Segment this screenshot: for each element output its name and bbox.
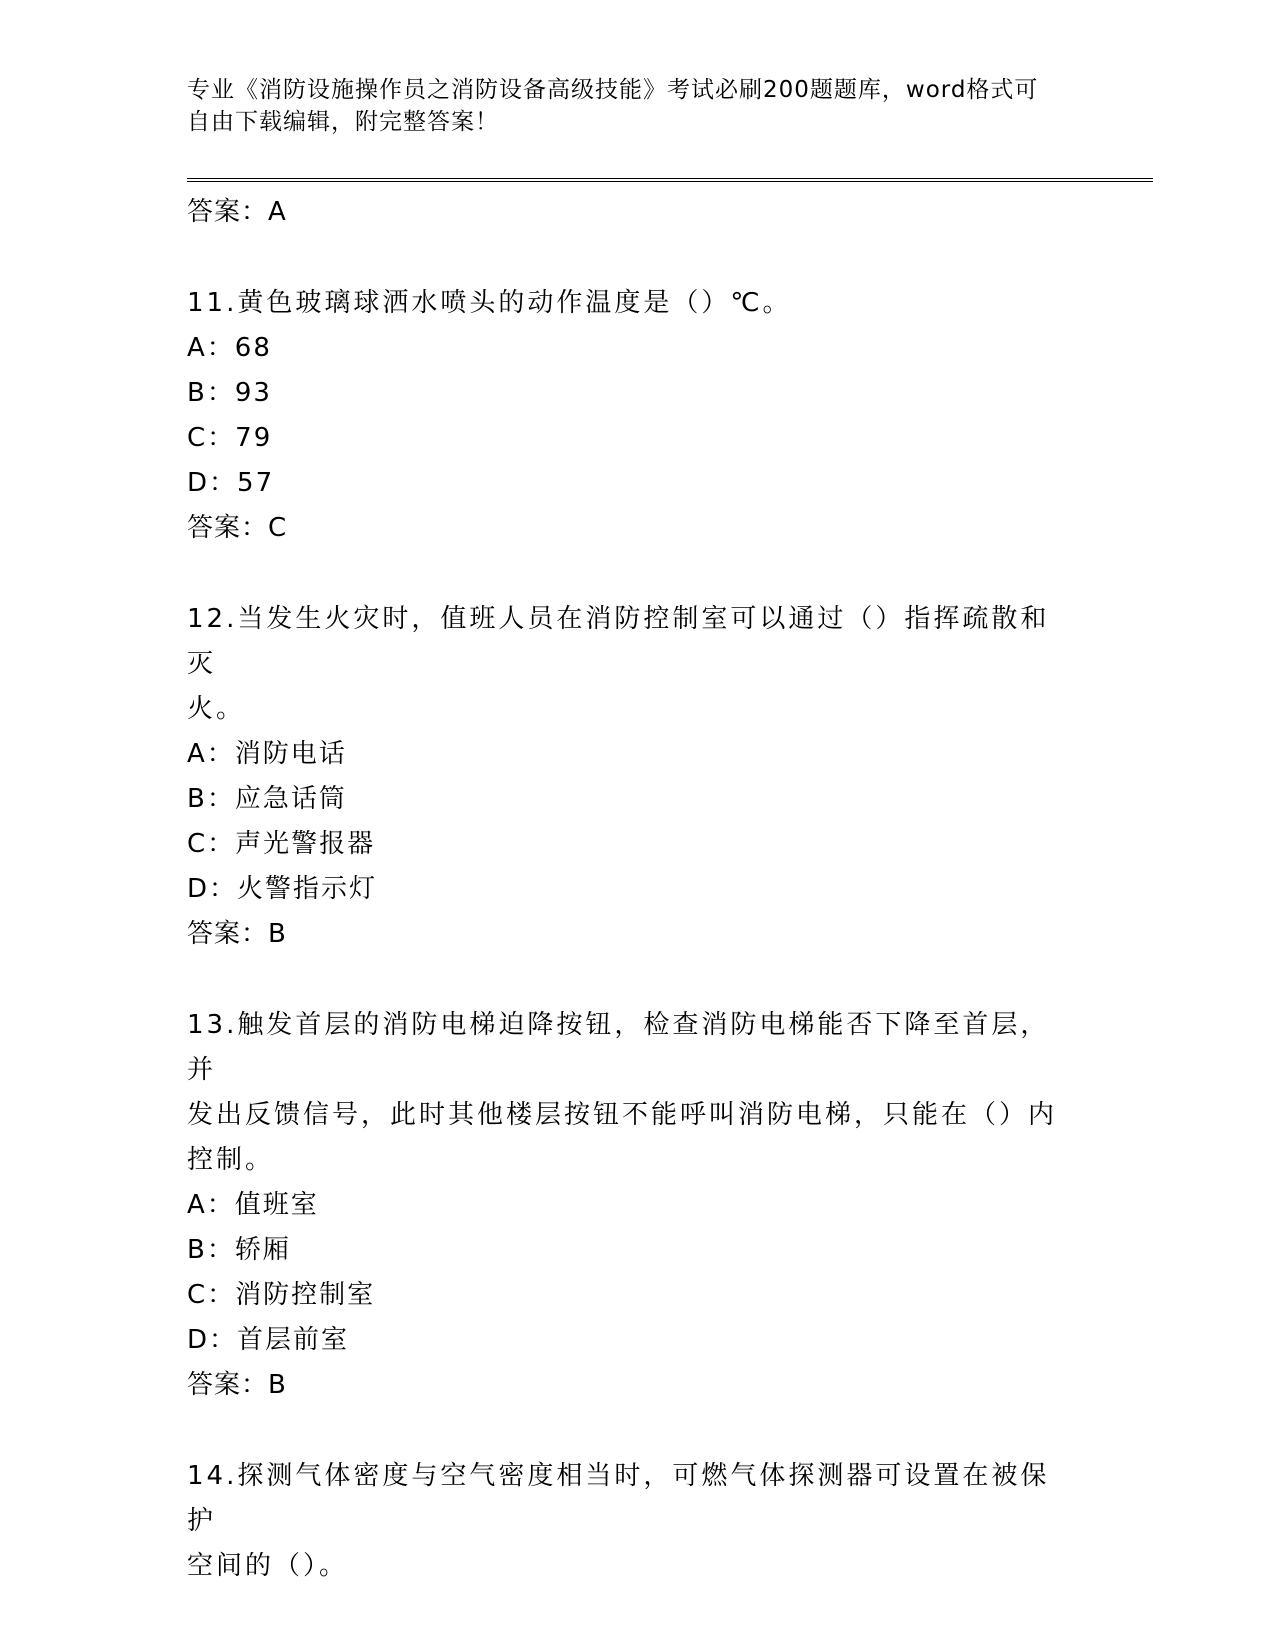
question-stem: 13.触发首层的消防电梯迫降按钮，检查消防电梯能否下降至首层，并 发出反馈信号，此时其他楼层按钮不能呼叫消防电梯，只能在（）内 控制。 — [187, 1010, 1058, 1175]
answer-prev: 答案：A — [187, 197, 287, 227]
answer: 答案：B — [187, 919, 287, 949]
option-c: C：声光警报器 — [187, 829, 376, 859]
option-c: C：79 — [187, 423, 273, 453]
question-12 — [187, 597, 1067, 957]
document-header: 专业《消防设施操作员之消防设备高级技能》考试必刷200题题库，word格式可 自由下载编辑，附完整答案！ — [187, 77, 1039, 135]
question-stem: 11.黄色玻璃球洒水喷头的动作温度是（）℃。 — [187, 288, 792, 318]
option-d: D：57 — [187, 468, 275, 498]
option-a: A：值班室 — [187, 1190, 319, 1220]
option-b: B：应急话筒 — [187, 784, 347, 814]
answer: 答案：B — [187, 1370, 287, 1400]
spacer — [187, 551, 1067, 597]
option-b: B：轿厢 — [187, 1235, 291, 1265]
option-c: C：消防控制室 — [187, 1280, 376, 1310]
option-d: D：首层前室 — [187, 1325, 350, 1355]
document-body — [187, 190, 1067, 1589]
header-divider — [187, 178, 1153, 182]
option-a: A：68 — [187, 333, 272, 363]
question-13 — [187, 1003, 1067, 1408]
spacer — [187, 235, 1067, 281]
option-a: A：消防电话 — [187, 739, 347, 769]
question-stem: 12.当发生火灾时，值班人员在消防控制室可以通过（）指挥疏散和灭 火。 — [187, 604, 1050, 724]
question-14 — [187, 1454, 1067, 1589]
option-b: B：93 — [187, 378, 272, 408]
answer: 答案：C — [187, 513, 288, 543]
spacer — [187, 957, 1067, 1003]
option-d: D：火警指示灯 — [187, 874, 378, 904]
question-11 — [187, 281, 1067, 551]
question-stem: 14.探测气体密度与空气密度相当时，可燃气体探测器可设置在被保护 空间的（）。 — [187, 1461, 1050, 1581]
spacer — [187, 1408, 1067, 1454]
